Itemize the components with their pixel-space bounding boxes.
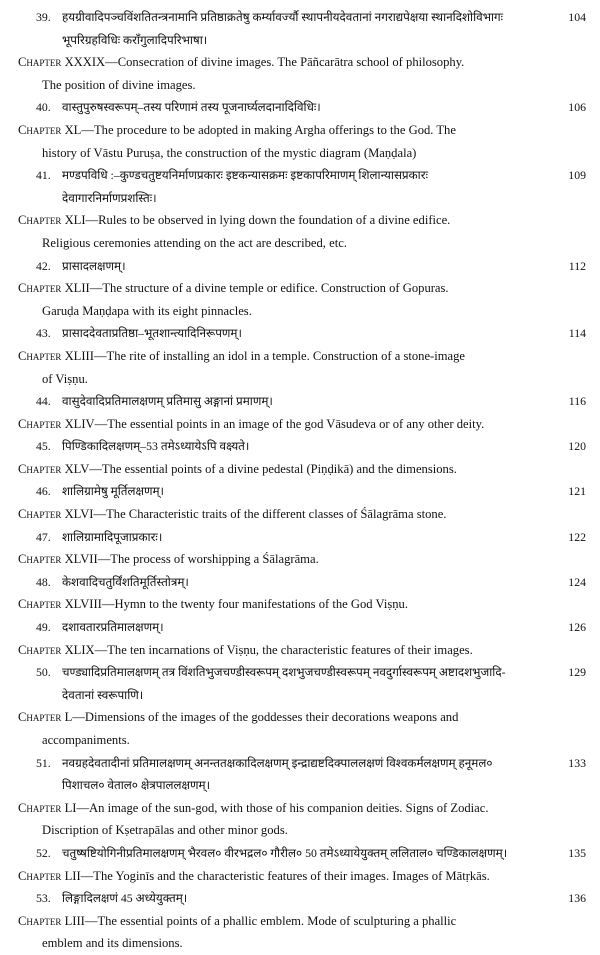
sanskrit-text: देवतानां स्वरूपाणि।	[62, 687, 144, 702]
chapter-line	[0, 548, 600, 571]
chapter-heading	[18, 119, 456, 142]
chapter-line	[0, 368, 600, 391]
chapter-line	[0, 639, 600, 662]
entry-number: 45.	[36, 439, 51, 454]
chapter-description: —Rules to be observed in lying down the foundation of a divine edifice.	[85, 213, 451, 228]
chapter-heading	[18, 458, 457, 481]
chapter-description: —The Yoginīs and the characteristic features of their images. Images of Mātṛkās.	[80, 868, 490, 883]
page-number: 116	[568, 394, 586, 409]
page-number: 122	[568, 529, 586, 544]
sanskrit-text: मण्डपविधि :–कुण्डचतुष्टयनिर्माणप्रकारः इष्टकन्यासक्रमः इष्टकापरिमाणम् शिलान्यासप्रकारः	[62, 168, 428, 183]
sanskrit-line	[0, 842, 600, 865]
entry-number: 52.	[36, 845, 51, 860]
sanskrit-line	[0, 187, 600, 210]
chapter-heading	[18, 910, 456, 933]
chapter-line	[0, 345, 600, 368]
chapter-description: —The essential points in an image of the god Vāsudeva or of any other deity.	[94, 416, 485, 431]
sanskrit-text: शालिग्रामेषु मूर्तिलक्षणम्।	[62, 484, 165, 499]
table-of-contents	[0, 6, 600, 955]
chapter-description: —The structure of a divine temple or edifice. Construction of Gopuras.	[89, 281, 449, 296]
sanskrit-text: प्रासाददेवताप्रतिष्ठा–भूतशान्त्यादिनिरूपणम्।	[62, 326, 242, 341]
sanskrit-text: देवागारनिर्माणप्रशस्तिः।	[62, 190, 157, 205]
chapter-description: —The procedure to be adopted in making Argha offerings to the God. The	[81, 122, 456, 137]
page-number: 104	[568, 10, 586, 24]
chapter-line	[0, 706, 600, 729]
entry-number: 53.	[36, 891, 51, 906]
chapter-roman-numeral: XLII	[64, 281, 90, 296]
sanskrit-line	[0, 164, 600, 187]
chapter-line	[0, 413, 600, 436]
chapter-description: —Hymn to the twenty four manifestations of the God Viṣṇu.	[101, 597, 408, 612]
page-number: 106	[568, 100, 586, 115]
sanskrit-line	[0, 435, 600, 458]
chapter-line	[0, 593, 600, 616]
sanskrit-text: प्रासादलक्षणम्।	[62, 258, 126, 273]
chapter-heading	[18, 413, 484, 436]
chapter-roman-numeral: XLIX	[64, 642, 95, 657]
chapter-label: Chapter	[18, 913, 62, 928]
chapter-line	[0, 865, 600, 888]
chapter-roman-numeral: XLV	[64, 461, 90, 476]
page-number: 121	[568, 484, 586, 499]
chapter-heading	[18, 51, 464, 74]
chapter-description: —Dimensions of the images of the goddesses their decorations weapons and	[72, 710, 459, 725]
chapter-heading	[18, 865, 490, 888]
sanskrit-line	[0, 526, 600, 549]
sanskrit-text: वासुदेवादिप्रतिमालक्षणम् प्रतिमासु अङ्गानां प्रमाणम्।	[62, 394, 273, 409]
page-number: 129	[568, 665, 586, 680]
sanskrit-line	[0, 322, 600, 345]
sanskrit-text: दशावतारप्रतिमालक्षणम्।	[62, 620, 164, 635]
entry-number: 43.	[36, 326, 51, 341]
chapter-line	[0, 51, 600, 74]
page-number: 112	[568, 258, 586, 273]
chapter-line	[0, 503, 600, 526]
chapter-description: —Consecration of divine images. The Pāñcarātra school of philosophy.	[105, 55, 465, 70]
sanskrit-line	[0, 6, 600, 29]
chapter-label: Chapter	[18, 868, 62, 883]
entry-number: 44.	[36, 394, 51, 409]
chapter-roman-numeral: XL	[64, 122, 82, 137]
chapter-line	[0, 797, 600, 820]
chapter-line	[0, 458, 600, 481]
entry-number: 50.	[36, 665, 51, 680]
chapter-label: Chapter	[18, 642, 62, 657]
page-number: 133	[568, 755, 586, 770]
chapter-line	[0, 300, 600, 323]
chapter-roman-numeral: XLIII	[64, 348, 94, 363]
chapter-label: Chapter	[18, 348, 62, 363]
chapter-line	[0, 729, 600, 752]
chapter-heading	[18, 345, 465, 368]
chapter-label: Chapter	[18, 416, 62, 431]
chapter-line	[0, 142, 600, 165]
chapter-label: Chapter	[18, 800, 62, 815]
sanskrit-line	[0, 571, 600, 594]
sanskrit-text: पिशाचल० वेताल० क्षेत्रपाललक्षणम्।	[62, 778, 211, 793]
chapter-roman-numeral: LIII	[64, 913, 85, 928]
chapter-roman-numeral: XLIV	[64, 416, 95, 431]
sanskrit-line	[0, 29, 600, 52]
sanskrit-line	[0, 752, 600, 775]
chapter-roman-numeral: XXXIX	[64, 55, 106, 70]
chapter-label: Chapter	[18, 552, 62, 567]
page-number: 109	[568, 168, 586, 183]
sanskrit-text: लिङ्गादिलक्षणं 45 अध्येयुक्तम्।	[62, 891, 188, 906]
chapter-description: history of Vāstu Puruṣa, the construction of the mystic diagram (Maṇḍala)	[42, 145, 417, 160]
chapter-roman-numeral: XLVI	[64, 507, 94, 522]
chapter-roman-numeral: XLVIII	[64, 597, 102, 612]
chapter-description: accompaniments.	[42, 733, 130, 747]
page-number: 120	[568, 439, 586, 454]
sanskrit-text: चतुष्षष्टियोगिनीप्रतिमालक्षणम् भैरवल० वीरभद्रल० गौरील० 50 तमेऽध्यायेयुक्तम् ललिताल० चण्डिकालक्षणम्।	[62, 845, 508, 860]
chapter-description: Religious ceremonies attending on the act are described, etc.	[42, 235, 347, 250]
page-number: 126	[568, 620, 586, 635]
entry-number: 39.	[36, 10, 51, 24]
sanskrit-text: हयग्रीवादिपञ्चविंशतितन्त्रनामानि प्रतिष्ठाक्रतेषु कर्म्यावर्ज्यौ स्थापनीयदेवतानां नगराद्यपेक्षया स्थानदिशोविभागः	[62, 10, 504, 24]
entry-number: 42.	[36, 258, 51, 273]
sanskrit-text: नवग्रहदेवतादीनां प्रतिमालक्षणम् अनन्ततक्षकादिलक्षणम् इन्द्राद्यष्टदिक्पाललक्षणं विश्वकर्मलक्षणम् हनूमल०	[62, 755, 493, 770]
chapter-line	[0, 74, 600, 97]
sanskrit-line	[0, 661, 600, 684]
entry-number: 46.	[36, 484, 51, 499]
chapter-heading	[18, 209, 450, 232]
chapter-description: —The Characteristic traits of the different classes of Śālagrāma stone.	[93, 507, 447, 522]
sanskrit-text: शालिग्रामादिपूजाप्रकारः।	[62, 529, 163, 544]
entry-number: 41.	[36, 168, 51, 183]
chapter-roman-numeral: XLVII	[64, 552, 98, 567]
chapter-description: —An image of the sun-god, with those of his companion deities. Signs of Zodiac.	[76, 800, 489, 815]
chapter-heading	[18, 639, 473, 662]
chapter-label: Chapter	[18, 122, 62, 137]
chapter-description: Garuḍa Maṇḍapa with its eight pinnacles.	[42, 303, 252, 318]
chapter-line	[0, 209, 600, 232]
chapter-label: Chapter	[18, 213, 62, 228]
chapter-description: —The essential points of a divine pedestal (Piṇḍikā) and the dimensions.	[89, 461, 457, 476]
chapter-line	[0, 119, 600, 142]
sanskrit-text: पिण्डिकादिलक्षणम्–53 तमेऽध्यायेऽपि वक्ष्यते।	[62, 439, 250, 454]
chapter-line	[0, 910, 600, 933]
chapter-heading	[18, 503, 446, 526]
chapter-description: The position of divine images.	[42, 77, 196, 92]
entry-number: 49.	[36, 620, 51, 635]
sanskrit-line	[0, 887, 600, 910]
page-number: 114	[568, 326, 586, 341]
entry-number: 40.	[36, 100, 51, 115]
chapter-heading	[18, 706, 458, 729]
chapter-line	[0, 819, 600, 842]
chapter-description: —The essential points of a phallic emblem. Mode of sculpturing a phallic	[84, 913, 457, 928]
sanskrit-line	[0, 96, 600, 119]
chapter-roman-numeral: L	[64, 710, 73, 725]
chapter-label: Chapter	[18, 507, 62, 522]
sanskrit-text: भूपरिग्रहविधिः कराँगुलादिपरिभाषा।	[62, 32, 208, 47]
chapter-label: Chapter	[18, 55, 62, 70]
chapter-line	[0, 277, 600, 300]
chapter-line	[0, 232, 600, 255]
chapter-label: Chapter	[18, 710, 62, 725]
chapter-roman-numeral: XLI	[64, 213, 86, 228]
chapter-label: Chapter	[18, 597, 62, 612]
sanskrit-line	[0, 684, 600, 707]
chapter-description: —The process of worshipping a Śālagrāma.	[97, 552, 319, 567]
page-number: 124	[568, 574, 586, 589]
sanskrit-text: चण्ड्यादिप्रतिमालक्षणम् तत्र विंशतिभुजचण्डीस्वरूपम् दशभुजचण्डीस्वरूपम् नवदुर्गास्वरूपम् अष्टादशभुजादि-	[62, 665, 506, 680]
sanskrit-text: केशवादिचतुर्विंशतिमूर्तिस्तोत्रम्।	[62, 574, 189, 589]
sanskrit-line	[0, 255, 600, 278]
chapter-description: —The rite of installing an idol in a temple. Construction of a stone-image	[93, 348, 466, 363]
page-number: 136	[568, 891, 586, 906]
chapter-description: emblem and its dimensions.	[42, 936, 183, 951]
entry-number: 48.	[36, 574, 51, 589]
entry-number: 51.	[36, 755, 51, 770]
chapter-label: Chapter	[18, 281, 62, 296]
chapter-line	[0, 932, 600, 955]
chapter-heading	[18, 277, 449, 300]
entry-number: 47.	[36, 529, 51, 544]
chapter-heading	[18, 593, 408, 616]
chapter-label: Chapter	[18, 461, 62, 476]
page-number: 135	[568, 845, 586, 860]
chapter-description: —The ten incarnations of Viṣṇu, the characteristic features of their images.	[94, 642, 473, 657]
chapter-heading	[18, 548, 319, 571]
chapter-roman-numeral: LII	[64, 868, 81, 883]
sanskrit-line	[0, 774, 600, 797]
chapter-roman-numeral: LI	[64, 800, 77, 815]
sanskrit-text: वास्तुपुरुषस्वरूपम्–तस्य परिणामं तस्य पूजनार्घ्यलदानादिविधिः।	[62, 100, 321, 115]
sanskrit-line	[0, 390, 600, 413]
chapter-description: Discription of Kṣetrapālas and other minor gods.	[42, 823, 288, 838]
chapter-description: of Viṣṇu.	[42, 371, 88, 386]
sanskrit-line	[0, 616, 600, 639]
chapter-heading	[18, 797, 489, 820]
sanskrit-line	[0, 480, 600, 503]
